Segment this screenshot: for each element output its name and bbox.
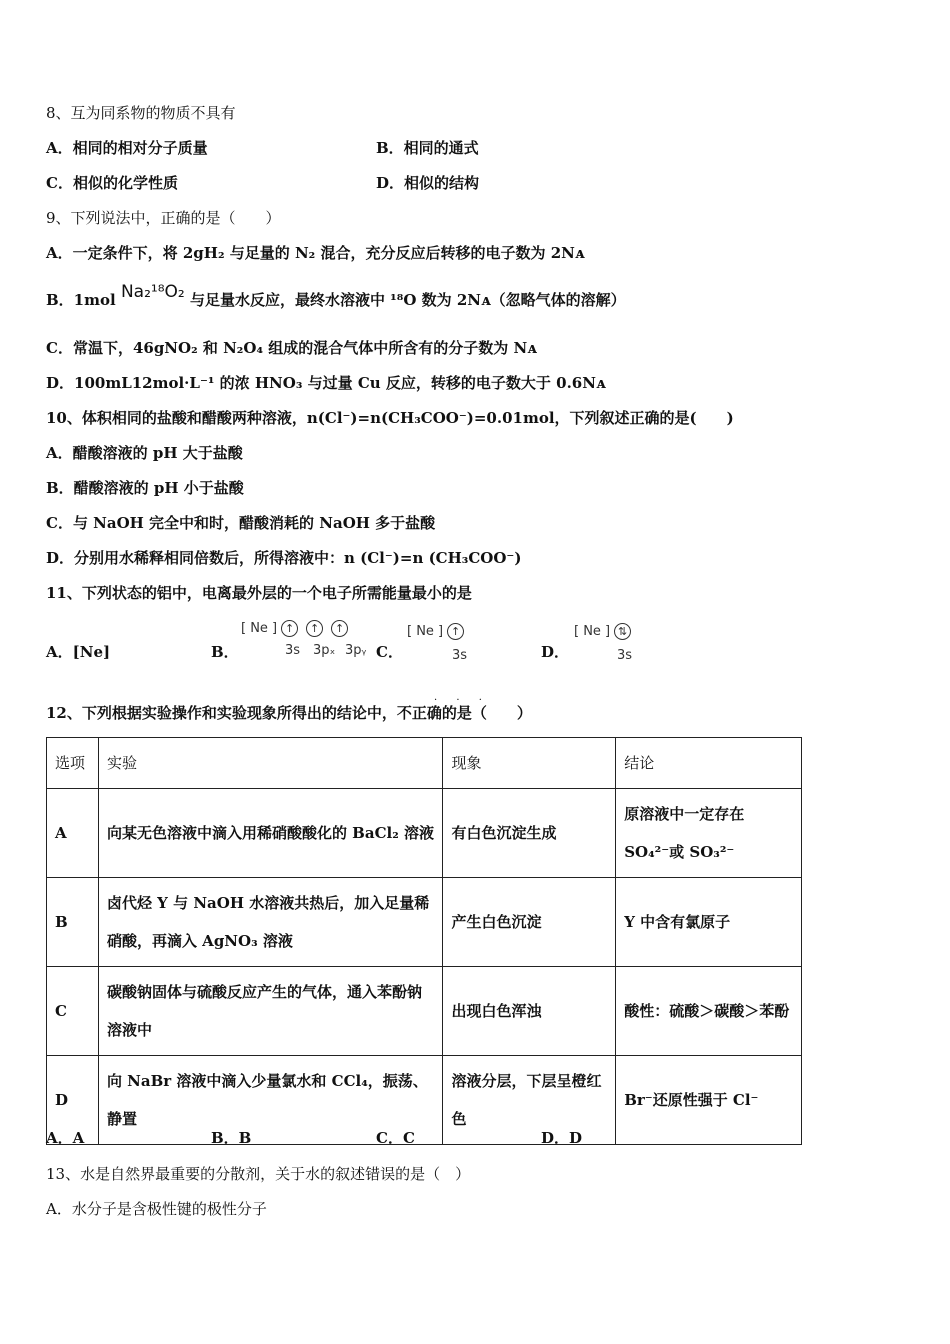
table-row bbox=[47, 878, 802, 967]
row-phenomenon: 产生白色沉淀 bbox=[443, 878, 616, 967]
row-conclusion: 酸性：硫酸＞碳酸＞苯酚 bbox=[616, 967, 802, 1056]
row-experiment: 碳酸钠固体与硫酸反应产生的气体，通入苯酚钠溶液中 bbox=[98, 967, 442, 1056]
q11-option-a: A．[Ne] bbox=[46, 643, 111, 661]
orbital-3px-icon: ↑ bbox=[306, 620, 323, 637]
header-conclusion: 结论 bbox=[616, 738, 802, 789]
orbital-3s-paired-icon: ⇅ bbox=[614, 623, 631, 640]
q12-option-b: B．B bbox=[211, 1129, 252, 1147]
table-row bbox=[47, 1056, 802, 1145]
q13-option-a: A．水分子是含极性键的极性分子 bbox=[46, 1200, 267, 1218]
header-option: 选项 bbox=[47, 738, 99, 789]
row-conclusion: Br⁻还原性强于 Cl⁻ bbox=[616, 1056, 802, 1145]
q9-option-c: C．常温下，46gNO₂ 和 N₂O₄ 组成的混合气体中所含有的分子数为 Nᴀ bbox=[46, 339, 537, 357]
q12-stem bbox=[46, 703, 532, 723]
orbital-3s-icon: ↑ bbox=[447, 623, 464, 640]
q8-stem: 8、互为同系物的物质不具有 bbox=[46, 104, 236, 122]
row-phenomenon: 溶液分层，下层呈橙红色 bbox=[443, 1056, 616, 1145]
q10-option-a: A．醋酸溶液的 pH 大于盐酸 bbox=[46, 444, 243, 462]
header-experiment: 实验 bbox=[98, 738, 442, 789]
emphasis-dots: · · · bbox=[434, 695, 490, 706]
label-3s: 3s bbox=[285, 643, 301, 658]
q10-option-b: B．醋酸溶液的 pH 小于盐酸 bbox=[46, 479, 244, 497]
q12-stem-pre: 12、下列根据实验操作和实验现象所得出的结论中， bbox=[46, 704, 397, 722]
ne-core-label: [ Ne ] bbox=[407, 624, 444, 639]
row-experiment: 向 NaBr 溶液中滴入少量氯水和 CCl₄，振荡、静置 bbox=[98, 1056, 442, 1145]
ne-core-label: [ Ne ] bbox=[574, 624, 611, 639]
row-conclusion: 原溶液中一定存在 SO₄²⁻或 SO₃²⁻ bbox=[616, 789, 802, 878]
q9-stem: 9、下列说法中，正确的是（ ） bbox=[46, 209, 281, 227]
label-3s: 3s bbox=[452, 648, 468, 663]
q11-stem: 11、下列状态的铝中，电离最外层的一个电子所需能量最小的是 bbox=[46, 584, 472, 602]
row-option: B bbox=[47, 878, 99, 967]
experiment-table bbox=[46, 737, 802, 1145]
row-option: A bbox=[47, 789, 99, 878]
row-option: C bbox=[47, 967, 99, 1056]
q12-stem-emphasis: 不正确 bbox=[396, 704, 442, 722]
q10-option-c: C．与 NaOH 完全中和时，醋酸消耗的 NaOH 多于盐酸 bbox=[46, 514, 436, 532]
q12-option-d: D．D bbox=[541, 1129, 583, 1147]
label-3py: 3pᵧ bbox=[345, 643, 367, 658]
q9-option-d: D．100mL12mol·L⁻¹ 的浓 HNO₃ 与过量 Cu 反应，转移的电子数大于 0.6Nᴀ bbox=[46, 374, 606, 392]
q9-option-b-prefix: B．1mol bbox=[46, 291, 116, 309]
table-row bbox=[47, 967, 802, 1056]
q8-option-a: A．相同的相对分子质量 bbox=[46, 139, 208, 157]
q12-stem-post: 的是（ ） bbox=[441, 704, 532, 722]
q10-stem: 10、体积相同的盐酸和醋酸两种溶液，n(Cl⁻)=n(CH₃COO⁻)=0.01mol，下列叙述正确的是( ) bbox=[46, 409, 734, 427]
row-option: D bbox=[47, 1056, 99, 1145]
row-experiment: 向某无色溶液中滴入用稀硝酸酸化的 BaCl₂ 溶液 bbox=[98, 789, 442, 878]
q9-option-b bbox=[46, 282, 626, 310]
orbital-3py-icon: ↑ bbox=[331, 620, 348, 637]
q9-option-b-suffix: 与足量水反应，最终水溶液中 ¹⁸O 数为 2Nᴀ（忽略气体的溶解） bbox=[189, 291, 626, 309]
row-phenomenon: 有白色沉淀生成 bbox=[443, 789, 616, 878]
header-phenomenon: 现象 bbox=[443, 738, 616, 789]
row-experiment: 卤代烃 Y 与 NaOH 水溶液共热后，加入足量稀硝酸，再滴入 AgNO₃ 溶液 bbox=[98, 878, 442, 967]
orbital-3s-icon: ↑ bbox=[281, 620, 298, 637]
row-phenomenon: 出现白色浑浊 bbox=[443, 967, 616, 1056]
q8-option-d: D．相似的结构 bbox=[376, 174, 480, 192]
q11-option-b: B． bbox=[211, 643, 239, 661]
table-header-row bbox=[47, 738, 802, 789]
q13-stem: 13、水是自然界最重要的分散剂，关于水的叙述错误的是（ ） bbox=[46, 1165, 471, 1183]
row-conclusion: Y 中含有氯原子 bbox=[616, 878, 802, 967]
q10-option-d: D．分别用水稀释相同倍数后，所得溶液中：n (Cl⁻)=n (CH₃COO⁻) bbox=[46, 549, 522, 567]
table-row bbox=[47, 789, 802, 878]
q9-option-a: A．一定条件下，将 2gH₂ 与足量的 N₂ 混合，充分反应后转移的电子数为 2Nᴀ bbox=[46, 244, 585, 262]
label-3px: 3pₓ bbox=[313, 643, 336, 658]
q12-option-c: C．C bbox=[376, 1129, 415, 1147]
ne-core-label: [ Ne ] bbox=[241, 621, 278, 636]
q11-c-orbital-diagram bbox=[407, 623, 472, 640]
q11-b-orbital-diagram bbox=[241, 620, 356, 637]
q12-option-a: A．A bbox=[46, 1129, 85, 1147]
q8-option-c: C．相似的化学性质 bbox=[46, 174, 178, 192]
label-3s: 3s bbox=[617, 648, 633, 663]
q11-option-c: C． bbox=[376, 643, 403, 661]
q11-option-d: D． bbox=[541, 643, 570, 661]
q8-option-b: B．相同的通式 bbox=[376, 139, 479, 157]
q11-d-orbital-diagram bbox=[574, 623, 639, 640]
q9-option-b-formula: Na₂¹⁸O₂ bbox=[120, 282, 185, 302]
